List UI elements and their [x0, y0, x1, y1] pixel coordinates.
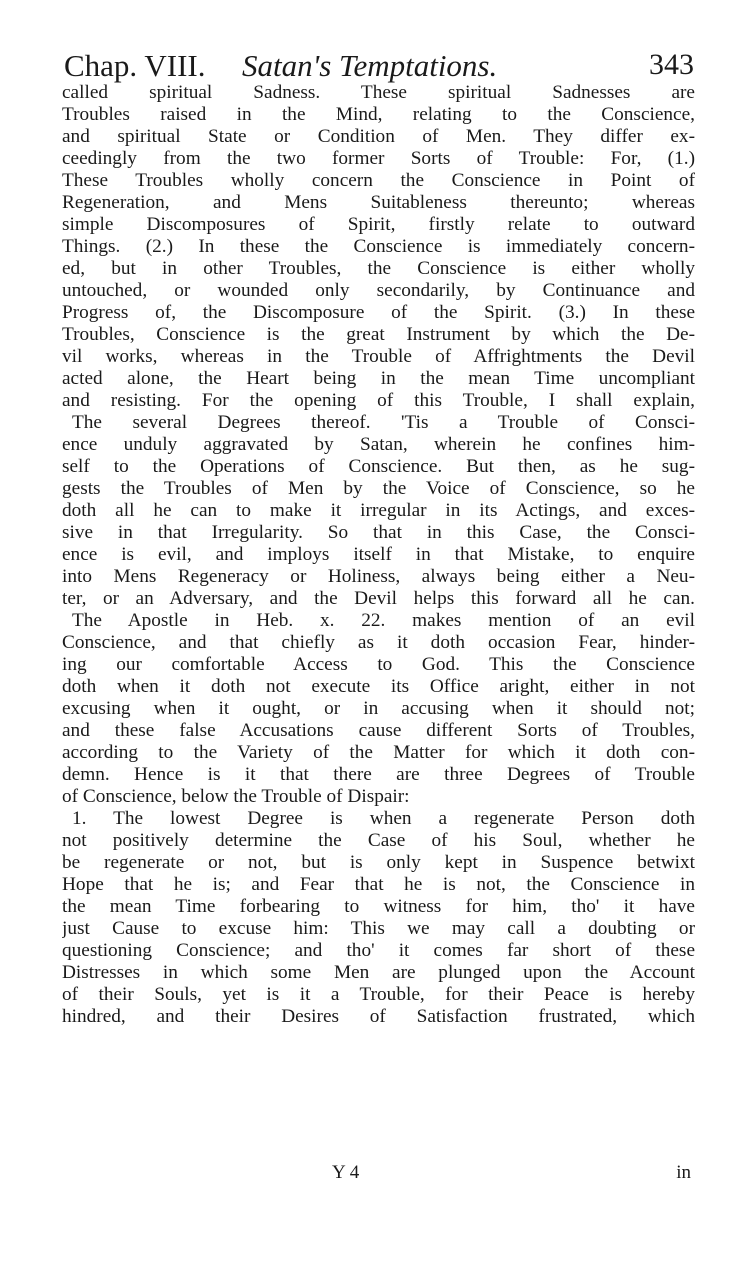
text-line: just Cause to excuse him: This we may call a doubting or — [62, 918, 695, 939]
text-line: acted alone, the Heart being in the mean Time uncompliant — [62, 368, 695, 389]
text-line: the mean Time forbearing to witness for him, tho' it have — [62, 896, 695, 917]
signature-mark: Y 4 — [332, 1162, 360, 1183]
body-text — [62, 82, 695, 1028]
text-line: ter, or an Adversary, and the Devil helps this forward all he can. — [62, 588, 695, 609]
text-line: These Troubles wholly concern the Conscience in Point of — [62, 170, 695, 191]
text-line: doth all he can to make it irregular in its Actings, and exces- — [62, 500, 695, 521]
text-line: The Apostle in Heb. x. 22. makes mention of an evil — [72, 610, 695, 631]
text-line: called spiritual Sadness. These spiritual Sadnesses are — [62, 82, 695, 103]
page-number: 343 — [649, 48, 694, 81]
text-line: demn. Hence is it that there are three Degrees of Trouble — [62, 764, 695, 785]
text-line: doth when it doth not execute its Office aright, either in not — [62, 676, 695, 697]
catchword: in — [676, 1162, 691, 1183]
running-title: Satan's Temptations. — [242, 48, 498, 83]
text-line: and spiritual State or Condition of Men. They differ ex- — [62, 126, 695, 147]
text-line: and resisting. For the opening of this Trouble, I shall explain, — [62, 390, 695, 411]
text-line: Troubles raised in the Mind, relating to the Conscience, — [62, 104, 695, 125]
text-line: ceedingly from the two former Sorts of Trouble: For, (1.) — [62, 148, 695, 169]
text-line: The several Degrees thereof. 'Tis a Trouble of Consci- — [72, 412, 695, 433]
page-footer — [62, 1162, 695, 1188]
text-line: vil works, whereas in the Trouble of Affrightments the Devil — [62, 346, 695, 367]
text-line: questioning Conscience; and tho' it comes far short of these — [62, 940, 695, 961]
text-line: Progress of, the Discomposure of the Spirit. (3.) In these — [62, 302, 695, 323]
text-line: of their Souls, yet is it a Trouble, for their Peace is hereby — [62, 984, 695, 1005]
text-line: be regenerate or not, but is only kept in Suspence betwixt — [62, 852, 695, 873]
text-line: ence unduly aggravated by Satan, wherein he confines him- — [62, 434, 695, 455]
text-line: gests the Troubles of Men by the Voice of Conscience, so he — [62, 478, 695, 499]
text-line: Conscience, and that chiefly as it doth occasion Fear, hinder- — [62, 632, 695, 653]
text-line: Troubles, Conscience is the great Instrument by which the De- — [62, 324, 695, 345]
text-line: ed, but in other Troubles, the Conscience is either wholly — [62, 258, 695, 279]
text-line: hindred, and their Desires of Satisfaction frustrated, which — [62, 1006, 695, 1027]
text-line: into Mens Regeneracy or Holiness, always being either a Neu- — [62, 566, 695, 587]
text-line: 1. The lowest Degree is when a regenerate Person doth — [72, 808, 695, 829]
text-line: Regeneration, and Mens Suitableness thereunto; whereas — [62, 192, 695, 213]
text-line: Distresses in which some Men are plunged upon the Account — [62, 962, 695, 983]
text-line: Hope that he is; and Fear that he is not, the Conscience in — [62, 874, 695, 895]
text-line: ing our comfortable Access to God. This the Conscience — [62, 654, 695, 675]
text-line: untouched, or wounded only secondarily, by Continuance and — [62, 280, 695, 301]
text-line: ence is evil, and imploys itself in that Mistake, to enquire — [62, 544, 695, 565]
text-line: Things. (2.) In these the Conscience is immediately concern- — [62, 236, 695, 257]
text-line: self to the Operations of Conscience. But then, as he sug- — [62, 456, 695, 477]
text-line: and these false Accusations cause different Sorts of Troubles, — [62, 720, 695, 741]
chapter-label: Chap. VIII. — [64, 48, 206, 83]
text-line: not positively determine the Case of his Soul, whether he — [62, 830, 695, 851]
text-line: according to the Variety of the Matter for which it doth con- — [62, 742, 695, 763]
text-line: of Conscience, below the Trouble of Dispair: — [62, 786, 410, 807]
text-line: sive in that Irregularity. So that in this Case, the Consci- — [62, 522, 695, 543]
text-line: simple Discomposures of Spirit, firstly relate to outward — [62, 214, 695, 235]
text-line: excusing when it ought, or in accusing when it should not; — [62, 698, 695, 719]
